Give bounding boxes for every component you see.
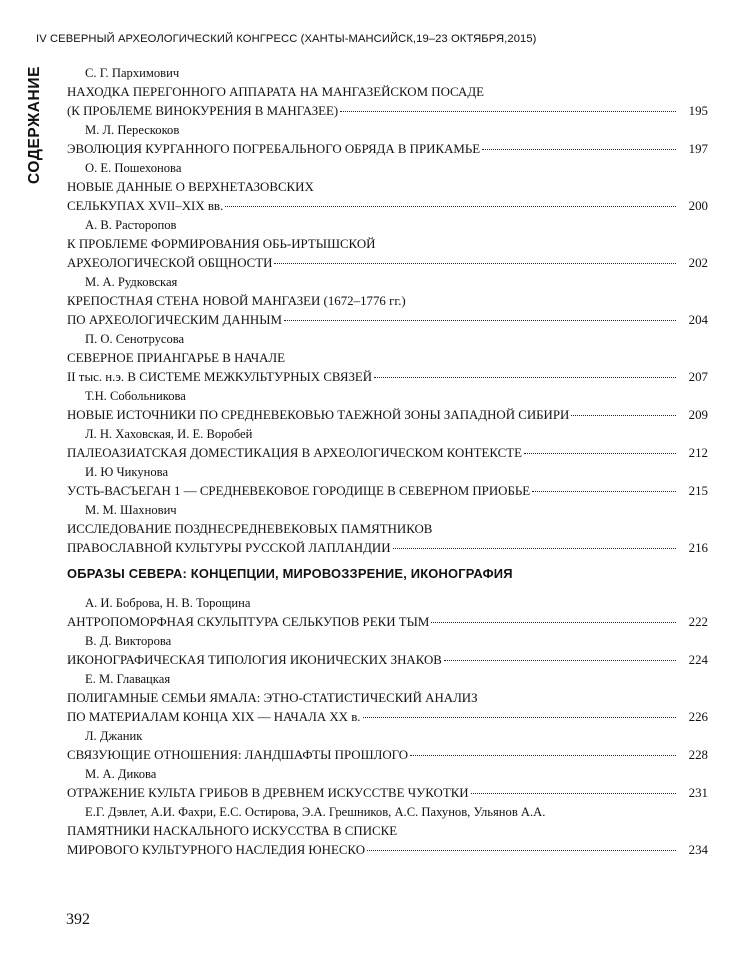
toc-entry xyxy=(67,216,708,273)
entry-author: М. М. Шахнович xyxy=(85,503,177,517)
entry-page-number: 215 xyxy=(688,484,708,498)
entry-author: С. Г. Пархимович xyxy=(85,66,180,80)
entry-page-number: 216 xyxy=(688,541,708,555)
entry-title-line xyxy=(67,197,708,216)
toc-entry xyxy=(67,803,708,860)
toc-entry xyxy=(67,330,708,387)
entry-title-text: ИССЛЕДОВАНИЕ ПОЗДНЕСРЕДНЕВЕКОВЫХ ПАМЯТНИКОВ xyxy=(67,522,433,536)
entry-page-number: 195 xyxy=(688,104,708,118)
entry-title-text: МИРОВОГО КУЛЬТУРНОГО НАСЛЕДИЯ ЮНЕСКО xyxy=(67,843,366,857)
entry-author: А. В. Расторопов xyxy=(85,218,177,232)
entry-title-line xyxy=(67,689,708,708)
entry-title-line xyxy=(67,83,708,102)
entry-title-line xyxy=(67,368,708,387)
entry-title-line xyxy=(67,651,708,670)
side-section-label-text: СОДЕРЖАНИЕ xyxy=(26,65,43,185)
entry-title-text: ПО АРХЕОЛОГИЧЕСКИМ ДАННЫМ xyxy=(67,313,282,327)
entry-title-line xyxy=(67,482,708,501)
entry-page-number: 204 xyxy=(688,313,708,327)
dot-leader xyxy=(571,415,676,416)
entry-title-text: (К ПРОБЛЕМЕ ВИНОКУРЕНИЯ В МАНГАЗЕЕ) xyxy=(67,104,339,118)
entry-author: Л. Джаник xyxy=(85,729,143,743)
entry-title-line xyxy=(67,406,708,425)
entry-author: Т.Н. Собольникова xyxy=(85,389,186,403)
toc-entry xyxy=(67,594,708,632)
entry-page-number: 226 xyxy=(688,710,708,724)
dot-leader xyxy=(363,717,676,718)
toc-group-images-of-north xyxy=(67,594,708,860)
entry-title-line xyxy=(67,140,708,159)
entry-title-text: II тыс. н.э. В СИСТЕМЕ МЕЖКУЛЬТУРНЫХ СВЯЗЕЙ xyxy=(67,370,373,384)
entry-title-line xyxy=(67,708,708,727)
entry-author: И. Ю Чикунова xyxy=(85,465,169,479)
entry-title-line xyxy=(67,841,708,860)
entry-title-line xyxy=(67,444,708,463)
entry-author: М. А. Дикова xyxy=(85,767,157,781)
entry-title-line xyxy=(67,539,708,558)
dot-leader xyxy=(284,320,676,321)
entry-author: А. И. Боброва, Н. В. Торощина xyxy=(85,596,251,610)
entry-author: Е.Г. Дэвлет, А.И. Фахри, Е.С. Остирова, Э.А. Грешников, А.С. Пахунов, Ульянов А.А. xyxy=(85,805,546,819)
toc-entry xyxy=(67,121,708,159)
entry-title-text: ПО МАТЕРИАЛАМ КОНЦА XIX — НАЧАЛА XX в. xyxy=(67,710,361,724)
running-header: IV СЕВЕРНЫЙ АРХЕОЛОГИЧЕСКИЙ КОНГРЕСС (ХАНТЫ-МАНСИЙСК,19–23 ОКТЯБРЯ,2015) xyxy=(36,33,537,45)
entry-page-number: 234 xyxy=(688,843,708,857)
entry-page-number: 224 xyxy=(688,653,708,667)
entry-page-number: 228 xyxy=(688,748,708,762)
toc-entry xyxy=(67,387,708,425)
dot-leader xyxy=(532,491,676,492)
entry-author: Л. Н. Хаховская, И. Е. Воробей xyxy=(85,427,253,441)
entry-title-text: НАХОДКА ПЕРЕГОННОГО АППАРАТА НА МАНГАЗЕЙСКОМ ПОСАДЕ xyxy=(67,85,484,99)
entry-title-line xyxy=(67,520,708,539)
entry-author: В. Д. Викторова xyxy=(85,634,172,648)
toc-entry xyxy=(67,765,708,803)
entry-title-text: ИКОНОГРАФИЧЕСКАЯ ТИПОЛОГИЯ ИКОНИЧЕСКИХ ЗНАКОВ xyxy=(67,653,442,667)
entry-title-line xyxy=(67,292,708,311)
dot-leader xyxy=(471,793,676,794)
dot-leader xyxy=(482,149,676,150)
entry-title-line xyxy=(67,784,708,803)
entry-page-number: 197 xyxy=(688,142,708,156)
entry-page-number: 209 xyxy=(688,408,708,422)
entry-title-text: НОВЫЕ ИСТОЧНИКИ ПО СРЕДНЕВЕКОВЬЮ ТАЕЖНОЙ ЗОНЫ ЗАПАДНОЙ СИБИРИ xyxy=(67,408,570,422)
dot-leader xyxy=(274,263,676,264)
entry-page-number: 207 xyxy=(688,370,708,384)
entry-title-line xyxy=(67,746,708,765)
toc-entry xyxy=(67,501,708,558)
entry-author: П. О. Сенотрусова xyxy=(85,332,185,346)
entry-title-text: ЭВОЛЮЦИЯ КУРГАННОГО ПОГРЕБАЛЬНОГО ОБРЯДА В ПРИКАМЬЕ xyxy=(67,142,481,156)
entry-title-text: К ПРОБЛЕМЕ ФОРМИРОВАНИЯ ОБЬ-ИРТЫШСКОЙ xyxy=(67,237,376,251)
entry-page-number: 200 xyxy=(688,199,708,213)
entry-title-line xyxy=(67,822,708,841)
entry-page-number: 231 xyxy=(688,786,708,800)
side-section-label xyxy=(22,62,48,188)
entry-title-line xyxy=(67,102,708,121)
entry-title-text: УСТЬ-ВАСЪЕГАН 1 — СРЕДНЕВЕКОВОЕ ГОРОДИЩЕ В СЕВЕРНОМ ПРИОБЬЕ xyxy=(67,484,531,498)
dot-leader xyxy=(374,377,676,378)
entry-title-text: ПРАВОСЛАВНОЙ КУЛЬТУРЫ РУССКОЙ ЛАПЛАНДИИ xyxy=(67,541,391,555)
entry-title-text: ПОЛИГАМНЫЕ СЕМЬИ ЯМАЛА: ЭТНО-СТАТИСТИЧЕСКИЙ АНАЛИЗ xyxy=(67,691,478,705)
entry-title-text: ОТРАЖЕНИЕ КУЛЬТА ГРИБОВ В ДРЕВНЕМ ИСКУССТВЕ ЧУКОТКИ xyxy=(67,786,469,800)
entry-title-text: СЕВЕРНОЕ ПРИАНГАРЬЕ В НАЧАЛЕ xyxy=(67,351,286,365)
dot-leader xyxy=(410,755,676,756)
entry-title-text: АРХЕОЛОГИЧЕСКОЙ ОБЩНОСТИ xyxy=(67,256,273,270)
dot-leader xyxy=(225,206,676,207)
entry-title-line xyxy=(67,613,708,632)
dot-leader xyxy=(444,660,676,661)
entry-title-text: АНТРОПОМОРФНАЯ СКУЛЬПТУРА СЕЛЬКУПОВ РЕКИ ТЫМ xyxy=(67,615,430,629)
dot-leader xyxy=(340,111,676,112)
toc-entry xyxy=(67,727,708,765)
entry-title-text: СВЯЗУЮЩИЕ ОТНОШЕНИЯ: ЛАНДШАФТЫ ПРОШЛОГО xyxy=(67,748,409,762)
entry-author: М. А. Рудковская xyxy=(85,275,178,289)
entry-page-number: 202 xyxy=(688,256,708,270)
entry-title-line xyxy=(67,178,708,197)
entry-title-text: СЕЛЬКУПАХ XVII–XIX вв. xyxy=(67,199,224,213)
entry-page-number: 212 xyxy=(688,446,708,460)
page-number: 392 xyxy=(66,911,90,928)
entry-title-line xyxy=(67,311,708,330)
entry-author: Е. М. Главацкая xyxy=(85,672,171,686)
entry-author: О. Е. Пошехонова xyxy=(85,161,182,175)
entry-title-line xyxy=(67,349,708,368)
entry-title-text: ПАЛЕОАЗИАТСКАЯ ДОМЕСТИКАЦИЯ В АРХЕОЛОГИЧЕСКОМ КОНТЕКСТЕ xyxy=(67,446,523,460)
toc-entry xyxy=(67,64,708,121)
entry-author: М. Л. Перескоков xyxy=(85,123,180,137)
toc-entry xyxy=(67,463,708,501)
section-heading: ОБРАЗЫ СЕВЕРА: КОНЦЕПЦИИ, МИРОВОЗЗРЕНИЕ, ИКОНОГРАФИЯ xyxy=(67,566,513,581)
toc-entry xyxy=(67,632,708,670)
entry-title-line xyxy=(67,254,708,273)
dot-leader xyxy=(393,548,676,549)
table-of-contents xyxy=(67,64,708,860)
entry-title-text: КРЕПОСТНАЯ СТЕНА НОВОЙ МАНГАЗЕИ (1672–1776 гг.) xyxy=(67,294,406,308)
dot-leader xyxy=(524,453,676,454)
toc-group-archaeology xyxy=(67,64,708,558)
entry-title-line xyxy=(67,235,708,254)
dot-leader xyxy=(367,850,676,851)
entry-title-text: НОВЫЕ ДАННЫЕ О ВЕРХНЕТАЗОВСКИХ xyxy=(67,180,314,194)
toc-entry xyxy=(67,670,708,727)
toc-entry xyxy=(67,159,708,216)
entry-page-number: 222 xyxy=(688,615,708,629)
toc-entry xyxy=(67,273,708,330)
dot-leader xyxy=(431,622,676,623)
entry-title-text: ПАМЯТНИКИ НАСКАЛЬНОГО ИСКУССТВА В СПИСКЕ xyxy=(67,824,398,838)
toc-entry xyxy=(67,425,708,463)
